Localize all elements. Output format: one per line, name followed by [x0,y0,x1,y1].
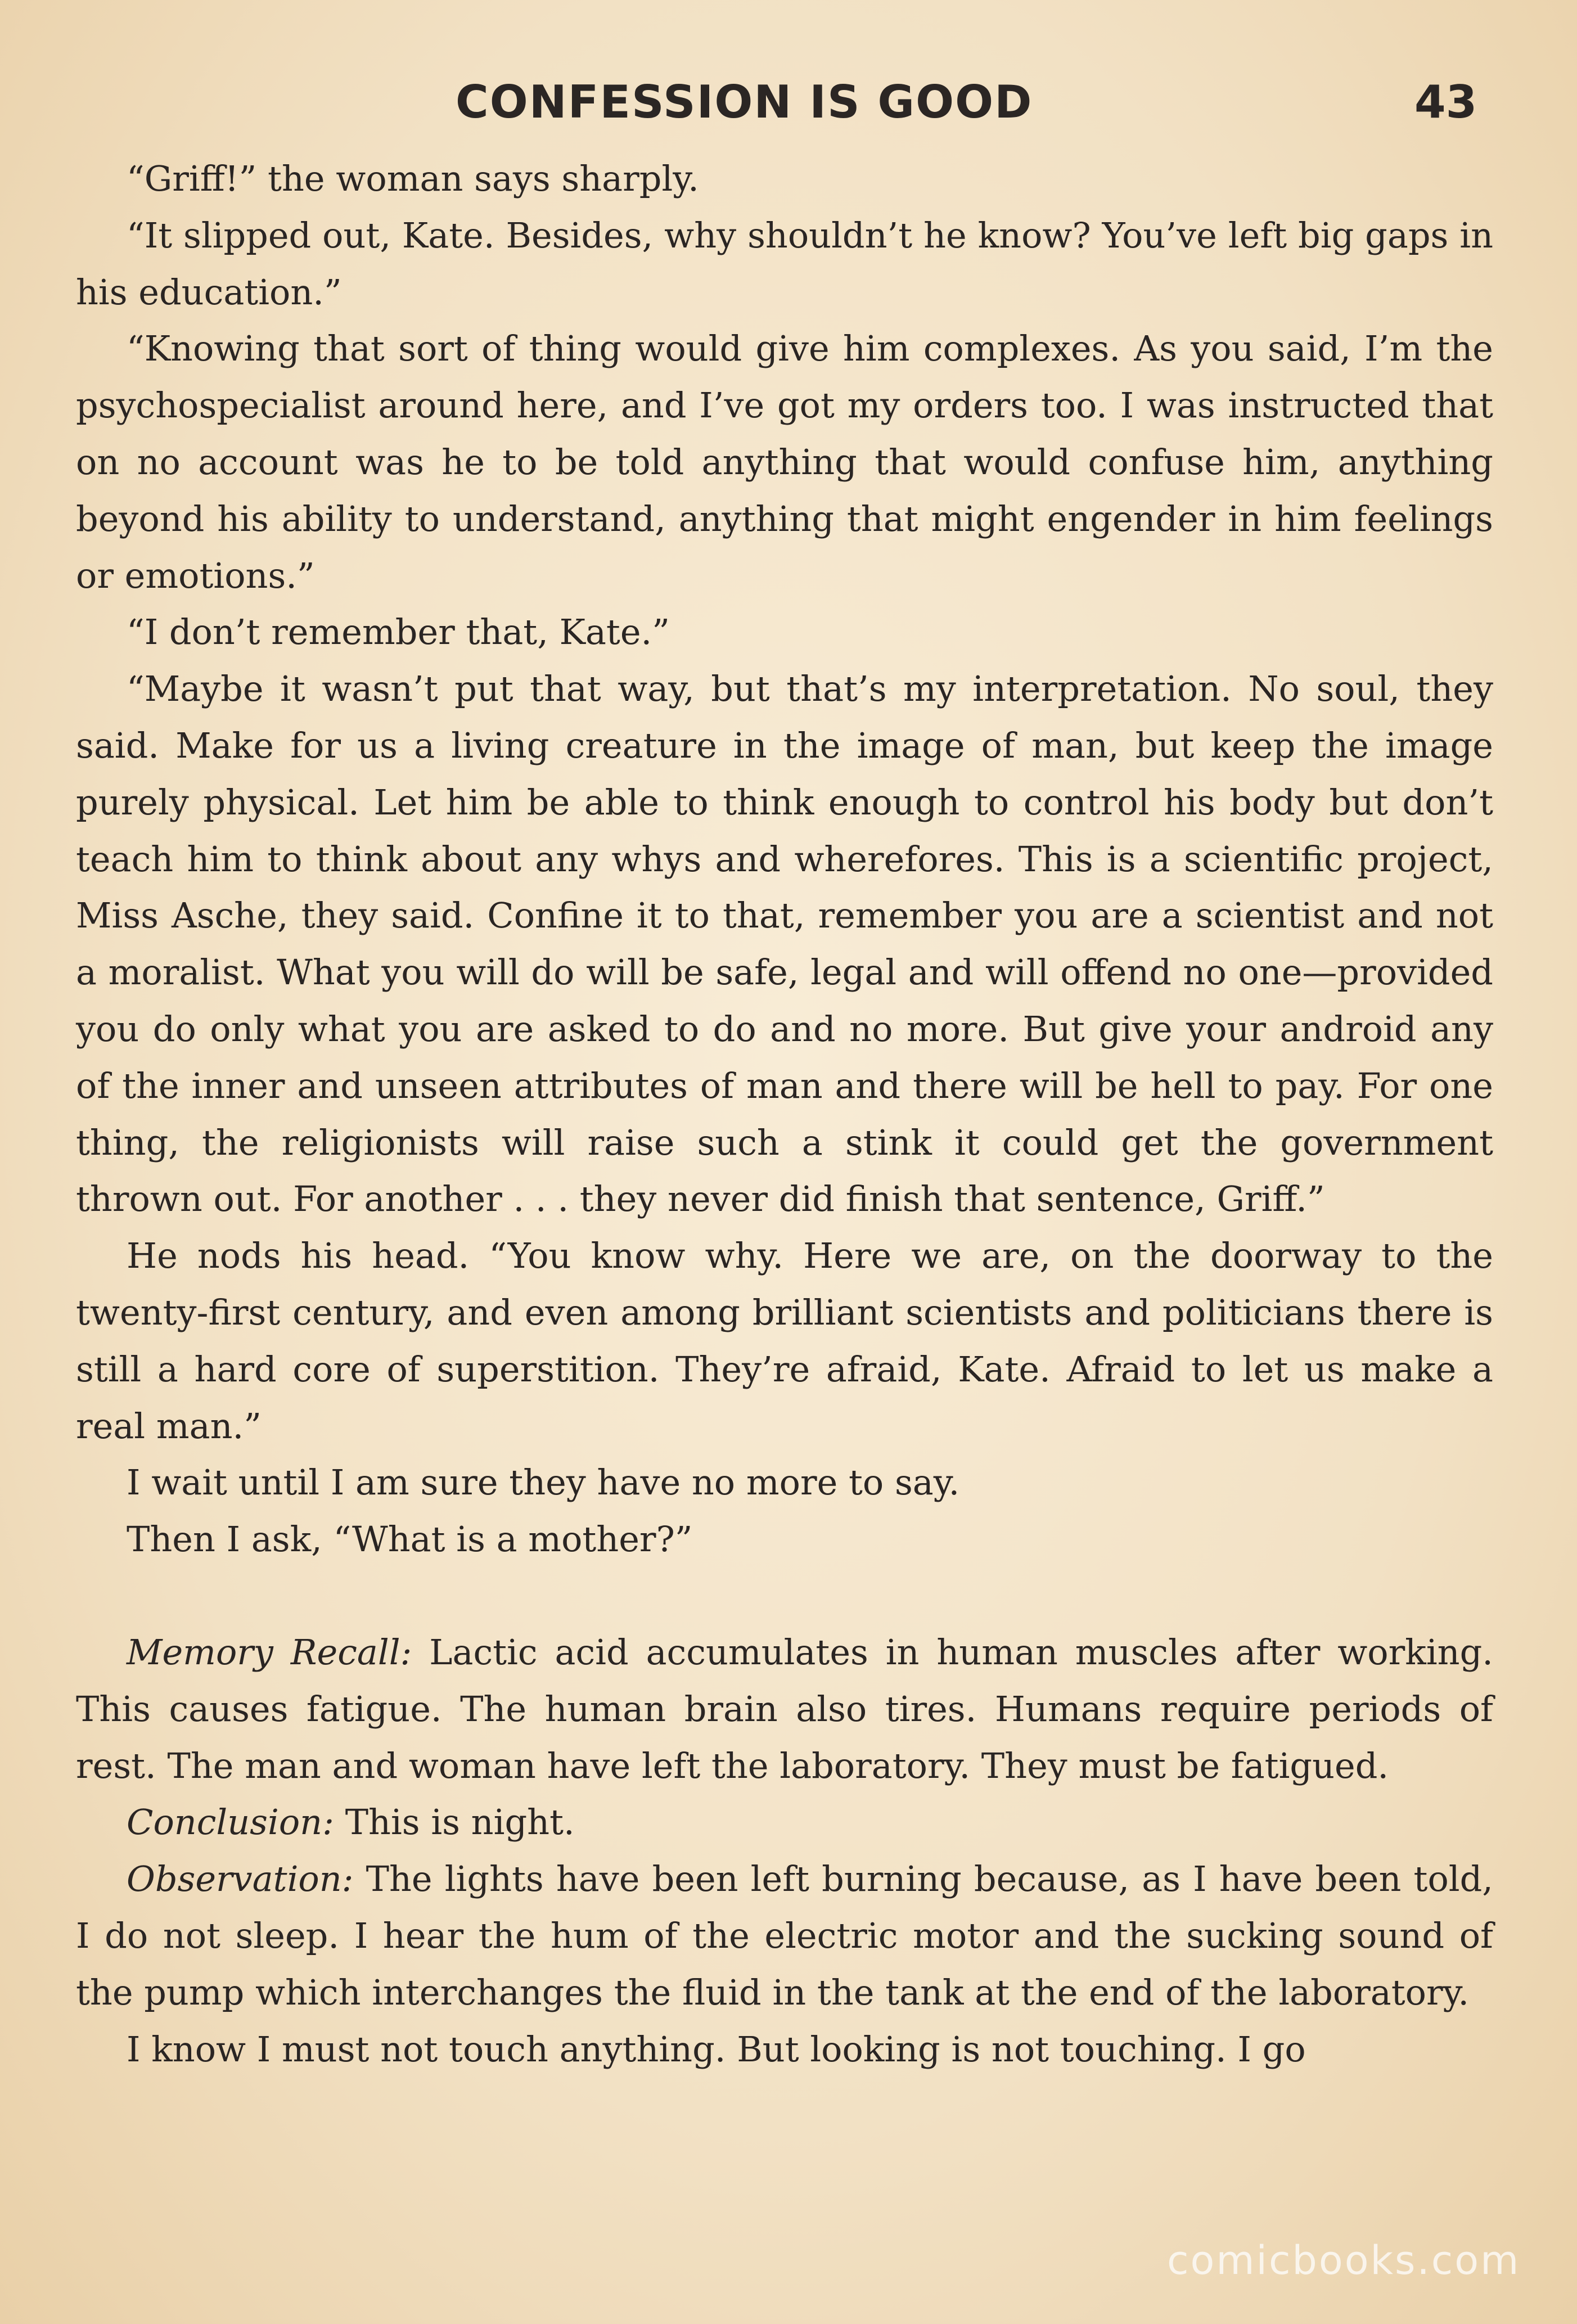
body-text [76,151,1493,2078]
paragraph: “Maybe it wasn’t put that way, but that’s my interpretation. No soul, they said. Make for us a living creature in the image of man, but keep the image purely physical. Let him be able to think enough to control his body but don’t teach him to think about any whys and wherefores. This is a scientific project, Miss Asche, they said. Confine it to that, remember you are a scientist and not a moralist. What you will do will be safe, legal and will offend no one—provided you do only what you are asked to do and no more. But give your android any of the inner and unseen attributes of man and there will be hell to pay. For one thing, the religionists will raise such a stink it could get the government thrown out. For another . . . they never did finish that sentence, Griff.” [76,668,1493,1220]
paragraph: He nods his head. “You know why. Here we are, on the doorway to the twenty-first century, and even among brilliant scientists and politicians there is still a hard core of superstition. They’re afraid, Kate. Afraid to let us make a real man.” [76,1235,1493,1447]
paragraph: Conclusion: This is night. [127,1801,575,1843]
paragraph: I know I must not touch anything. But looking is not touching. I go [127,2028,1306,2070]
watermark: comicbooks.com [1167,2237,1521,2284]
observation-label: Observation: [127,1858,354,1900]
conclusion-label: Conclusion: [127,1801,334,1843]
paragraph: Memory Recall: Lactic acid accumulates in human muscles after working. This causes fatigue. The human brain also tires. Humans require periods of rest. The man and woman have left the laboratory. They must be fatigued. [76,1631,1493,1786]
paragraph: “Griff!” the woman says sharply. [127,158,699,199]
paragraph: Then I ask, “What is a mother?” [127,1519,693,1560]
chapter-title: CONFESSION IS GOOD [456,76,1033,128]
paragraph: I wait until I am sure they have no more to say. [127,1462,960,1503]
paragraph: Observation: The lights have been left burning because, as I have been told, I do not sleep. I hear the hum of the electric motor and the sucking sound of the pump which interchanges the fluid in the tank at the end of the laboratory. [76,1858,1493,2013]
running-header [0,70,1577,138]
page-number: 43 [1414,76,1477,128]
paragraph: “Knowing that sort of thing would give him complexes. As you said, I’m the psychospecialist around here, and I’ve got my orders too. I was instructed that on no account was he to be told anything that would confuse him, anything beyond his ability to understand, anything that might engender in him feelings or emotions.” [76,328,1493,596]
memory-recall-label: Memory Recall: [127,1631,412,1673]
paragraph: “It slipped out, Kate. Besides, why shouldn’t he know? You’ve left big gaps in his education.” [76,214,1493,313]
paragraph: “I don’t remember that, Kate.” [127,611,670,653]
